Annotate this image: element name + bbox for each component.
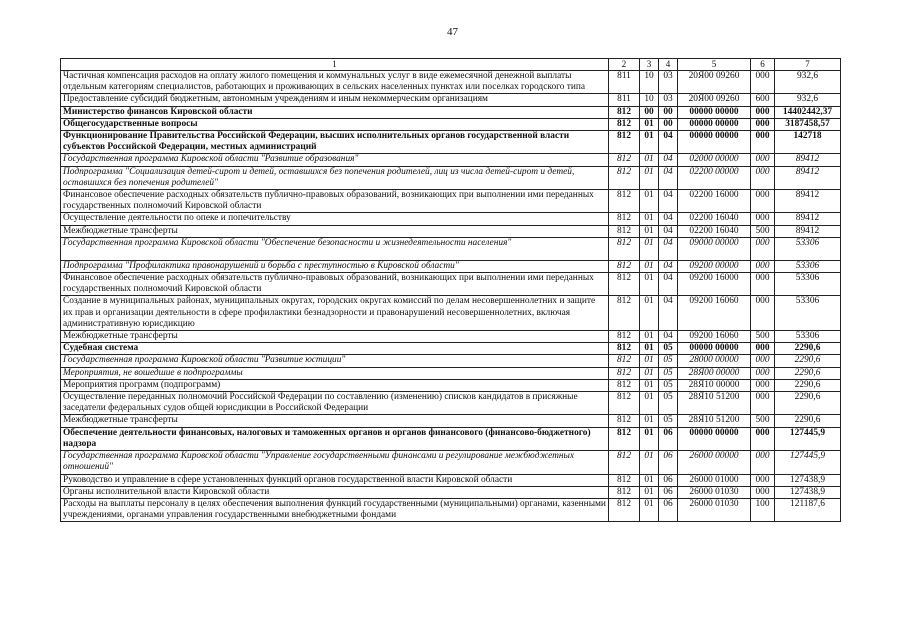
expense-type-cell: 000 (751, 273, 775, 296)
amount-cell: 2290,6 (775, 379, 841, 391)
column-header: 3 (640, 59, 659, 71)
row-name-cell: Финансовое обеспечение расходных обязательств публично-правовых образований, возникающих при выполнении ими переданных государственных полномочий Кировской области (61, 190, 609, 213)
amount-cell: 89412 (775, 154, 841, 166)
table-row (61, 379, 841, 391)
row-name-cell: Межбюджетные трансферты (61, 225, 609, 237)
amount-cell: 53306 (775, 331, 841, 343)
target-article-cell: 28000 00000 (678, 355, 751, 367)
amount-cell: 2290,6 (775, 343, 841, 355)
subsection-code-cell: 04 (659, 154, 678, 166)
target-article-cell: 02200 00000 (678, 166, 751, 189)
target-article-cell: 09200 16060 (678, 296, 751, 331)
subsection-code-cell: 05 (659, 392, 678, 415)
expense-type-cell: 000 (751, 451, 775, 474)
subsection-code-cell: 04 (659, 296, 678, 331)
section-code-cell: 01 (640, 237, 659, 260)
amount-cell: 89412 (775, 213, 841, 225)
amount-cell: 932,6 (775, 94, 841, 106)
row-name-cell: Подпрограмма "Социализация детей-сирот и детей, оставшихся без попечения родителей, лиц из числа детей-сирот и детей, оставшихся без попечения родителей" (61, 166, 609, 189)
target-article-cell: 00000 00000 (678, 118, 751, 130)
ministry-code-cell: 812 (609, 273, 640, 296)
table-row (61, 451, 841, 474)
table-row (61, 392, 841, 415)
amount-cell: 2290,6 (775, 415, 841, 427)
amount-cell: 89412 (775, 190, 841, 213)
amount-cell: 127445,9 (775, 427, 841, 450)
expense-type-cell: 000 (751, 213, 775, 225)
ministry-code-cell: 812 (609, 213, 640, 225)
section-code-cell: 01 (640, 379, 659, 391)
ministry-code-cell: 812 (609, 260, 640, 272)
target-article-cell: 09000 00000 (678, 237, 751, 260)
section-code-cell: 01 (640, 190, 659, 213)
subsection-code-cell: 04 (659, 273, 678, 296)
target-article-cell: 02200 16040 (678, 225, 751, 237)
row-name-cell: Мероприятия, не вошедшие в подпрограммы (61, 367, 609, 379)
row-name-cell: Органы исполнительной власти Кировской области (61, 486, 609, 498)
target-article-cell: 09200 00000 (678, 260, 751, 272)
amount-cell: 3187458,57 (775, 118, 841, 130)
section-code-cell: 01 (640, 331, 659, 343)
amount-cell: 53306 (775, 296, 841, 331)
ministry-code-cell: 812 (609, 451, 640, 474)
row-name-cell: Государственная программа Кировской области "Развитие юстиции" (61, 355, 609, 367)
ministry-code-cell: 812 (609, 343, 640, 355)
table-row (61, 498, 841, 521)
table-row (61, 331, 841, 343)
amount-cell: 127438,9 (775, 474, 841, 486)
row-name-cell: Расходы на выплаты персоналу в целях обеспечения выполнения функций государственными (муниципальными) органами, казенными учреждениями, органами управления государственными внебюджетными фондами (61, 498, 609, 521)
target-article-cell: 26000 01030 (678, 498, 751, 521)
row-name-cell: Общегосударственные вопросы (61, 118, 609, 130)
section-code-cell: 01 (640, 166, 659, 189)
section-code-cell: 00 (640, 106, 659, 118)
row-name-cell: Государственная программа Кировской области "Управление государственными финансами и регулирование межбюджетных отношений" (61, 451, 609, 474)
section-code-cell: 01 (640, 367, 659, 379)
column-header: 6 (751, 59, 775, 71)
ministry-code-cell: 812 (609, 427, 640, 450)
expense-type-cell: 000 (751, 343, 775, 355)
section-code-cell: 01 (640, 154, 659, 166)
expense-type-cell: 000 (751, 154, 775, 166)
ministry-code-cell: 812 (609, 106, 640, 118)
amount-cell: 121187,6 (775, 498, 841, 521)
subsection-code-cell: 06 (659, 474, 678, 486)
table-row (61, 427, 841, 450)
table-row (61, 94, 841, 106)
expense-type-cell: 000 (751, 367, 775, 379)
subsection-code-cell: 04 (659, 213, 678, 225)
budget-table (60, 58, 841, 522)
subsection-code-cell: 06 (659, 486, 678, 498)
ministry-code-cell: 812 (609, 154, 640, 166)
section-code-cell: 01 (640, 474, 659, 486)
ministry-code-cell: 812 (609, 296, 640, 331)
row-name-cell: Осуществление переданных полномочий Российской Федерации по составлению (изменению) списков кандидатов в присяжные заседатели федеральных судов общей юрисдикции в Российской Федерации (61, 392, 609, 415)
row-name-cell: Межбюджетные трансферты (61, 331, 609, 343)
amount-cell: 53306 (775, 260, 841, 272)
column-header: 2 (609, 59, 640, 71)
section-code-cell: 01 (640, 273, 659, 296)
target-article-cell: 00000 00000 (678, 106, 751, 118)
expense-type-cell: 000 (751, 260, 775, 272)
section-code-cell: 01 (640, 451, 659, 474)
expense-type-cell: 000 (751, 166, 775, 189)
ministry-code-cell: 812 (609, 367, 640, 379)
target-article-cell: 26000 01000 (678, 474, 751, 486)
column-header: 5 (678, 59, 751, 71)
table-row (61, 367, 841, 379)
row-name-cell: Межбюджетные трансферты (61, 415, 609, 427)
table-row (61, 486, 841, 498)
subsection-code-cell: 04 (659, 190, 678, 213)
section-code-cell: 01 (640, 225, 659, 237)
table-row (61, 260, 841, 272)
expense-type-cell: 000 (751, 355, 775, 367)
subsection-code-cell: 04 (659, 260, 678, 272)
table-row (61, 225, 841, 237)
table-row (61, 237, 841, 260)
table-row (61, 355, 841, 367)
amount-cell: 53306 (775, 273, 841, 296)
section-code-cell: 01 (640, 296, 659, 331)
amount-cell: 2290,6 (775, 367, 841, 379)
amount-cell: 932,6 (775, 71, 841, 94)
subsection-code-cell: 06 (659, 427, 678, 450)
subsection-code-cell: 05 (659, 367, 678, 379)
subsection-code-cell: 04 (659, 237, 678, 260)
page-number: 47 (447, 26, 458, 38)
ministry-code-cell: 812 (609, 237, 640, 260)
table-row (61, 190, 841, 213)
target-article-cell: 00000 00000 (678, 131, 751, 154)
expense-type-cell: 100 (751, 498, 775, 521)
header-row (61, 59, 841, 71)
table-row (61, 131, 841, 154)
table-row (61, 118, 841, 130)
subsection-code-cell: 03 (659, 94, 678, 106)
ministry-code-cell: 811 (609, 71, 640, 94)
target-article-cell: 09200 16000 (678, 273, 751, 296)
row-name-cell: Обеспечение деятельности финансовых, налоговых и таможенных органов и органов финансового (финансово-бюджетного) надзора (61, 427, 609, 450)
expense-type-cell: 500 (751, 331, 775, 343)
subsection-code-cell: 03 (659, 71, 678, 94)
expense-type-cell: 000 (751, 379, 775, 391)
expense-type-cell: 000 (751, 131, 775, 154)
expense-type-cell: 000 (751, 296, 775, 331)
expense-type-cell: 600 (751, 94, 775, 106)
section-code-cell: 10 (640, 71, 659, 94)
expense-type-cell: 000 (751, 118, 775, 130)
expense-type-cell: 000 (751, 474, 775, 486)
section-code-cell: 01 (640, 392, 659, 415)
subsection-code-cell: 05 (659, 343, 678, 355)
ministry-code-cell: 812 (609, 190, 640, 213)
row-name-cell: Частичная компенсация расходов на оплату жилого помещения и коммунальных услуг в виде ежемесячной денежной выплаты отдельным категориям специалистов, работающих и проживающих в сельских населенных пунктах или поселках городского типа (61, 71, 609, 94)
subsection-code-cell: 04 (659, 225, 678, 237)
table-row (61, 166, 841, 189)
expense-type-cell: 000 (751, 190, 775, 213)
row-name-cell: Государственная программа Кировской области "Обеспечение безопасности и жизнедеятельности населения" (61, 237, 609, 260)
expense-type-cell: 500 (751, 415, 775, 427)
subsection-code-cell: 06 (659, 498, 678, 521)
target-article-cell: 02200 16040 (678, 213, 751, 225)
table-row (61, 213, 841, 225)
ministry-code-cell: 812 (609, 415, 640, 427)
table-row (61, 296, 841, 331)
expense-type-cell: 000 (751, 106, 775, 118)
ministry-code-cell: 811 (609, 94, 640, 106)
target-article-cell: 28Я00 00000 (678, 367, 751, 379)
row-name-cell: Функционирование Правительства Российской Федерации, высших исполнительных органов государственной власти субъектов Российской Федерации, местных администраций (61, 131, 609, 154)
ministry-code-cell: 812 (609, 474, 640, 486)
target-article-cell: 00000 00000 (678, 427, 751, 450)
target-article-cell: 28Я10 00000 (678, 379, 751, 391)
section-code-cell: 10 (640, 94, 659, 106)
table-row (61, 71, 841, 94)
section-code-cell: 01 (640, 131, 659, 154)
expense-type-cell: 500 (751, 225, 775, 237)
section-code-cell: 01 (640, 343, 659, 355)
ministry-code-cell: 812 (609, 118, 640, 130)
subsection-code-cell: 06 (659, 451, 678, 474)
table-row (61, 415, 841, 427)
row-name-cell: Создание в муниципальных районах, муниципальных округах, городских округах комиссий по делам несовершеннолетних и защите их прав и организации деятельности в сфере профилактики безнадзорности и правонарушений несовершеннолетних, включая административную юрисдикцию (61, 296, 609, 331)
ministry-code-cell: 812 (609, 355, 640, 367)
row-name-cell: Государственная программа Кировской области "Развитие образования" (61, 154, 609, 166)
row-name-cell: Предоставление субсидий бюджетным, автономным учреждениям и иным некоммерческим организациям (61, 94, 609, 106)
section-code-cell: 01 (640, 498, 659, 521)
target-article-cell: 28Я10 51200 (678, 415, 751, 427)
section-code-cell: 01 (640, 415, 659, 427)
expense-type-cell: 000 (751, 486, 775, 498)
target-article-cell: 00000 00000 (678, 343, 751, 355)
expense-type-cell: 000 (751, 237, 775, 260)
amount-cell: 127445,9 (775, 451, 841, 474)
ministry-code-cell: 812 (609, 486, 640, 498)
section-code-cell: 01 (640, 355, 659, 367)
table-row (61, 343, 841, 355)
amount-cell: 89412 (775, 166, 841, 189)
section-code-cell: 01 (640, 260, 659, 272)
table-row (61, 154, 841, 166)
ministry-code-cell: 812 (609, 131, 640, 154)
ministry-code-cell: 812 (609, 331, 640, 343)
amount-cell: 142718 (775, 131, 841, 154)
target-article-cell: 26000 01030 (678, 486, 751, 498)
column-header: 4 (659, 59, 678, 71)
row-name-cell: Министерство финансов Кировской области (61, 106, 609, 118)
target-article-cell: 20Я00 09260 (678, 71, 751, 94)
target-article-cell: 26000 00000 (678, 451, 751, 474)
subsection-code-cell: 05 (659, 355, 678, 367)
row-name-cell: Руководство и управление в сфере установленных функций органов государственной власти Кировской области (61, 474, 609, 486)
target-article-cell: 20Я00 09260 (678, 94, 751, 106)
expense-type-cell: 000 (751, 427, 775, 450)
target-article-cell: 02200 16000 (678, 190, 751, 213)
row-name-cell: Финансовое обеспечение расходных обязательств публично-правовых образований, возникающих при выполнении ими переданных государственных полномочий Кировской области (61, 273, 609, 296)
section-code-cell: 01 (640, 213, 659, 225)
amount-cell: 53306 (775, 237, 841, 260)
subsection-code-cell: 00 (659, 118, 678, 130)
ministry-code-cell: 812 (609, 498, 640, 521)
table-row (61, 273, 841, 296)
table-row (61, 474, 841, 486)
section-code-cell: 01 (640, 486, 659, 498)
expense-type-cell: 000 (751, 392, 775, 415)
expense-type-cell: 000 (751, 71, 775, 94)
subsection-code-cell: 00 (659, 106, 678, 118)
target-article-cell: 09200 16060 (678, 331, 751, 343)
row-name-cell: Осуществление деятельности по опеке и попечительству (61, 213, 609, 225)
amount-cell: 127438,9 (775, 486, 841, 498)
amount-cell: 2290,6 (775, 355, 841, 367)
section-code-cell: 01 (640, 427, 659, 450)
subsection-code-cell: 05 (659, 415, 678, 427)
subsection-code-cell: 05 (659, 379, 678, 391)
amount-cell: 89412 (775, 225, 841, 237)
row-name-cell: Мероприятия программ (подпрограмм) (61, 379, 609, 391)
amount-cell: 14402442,37 (775, 106, 841, 118)
subsection-code-cell: 04 (659, 166, 678, 189)
ministry-code-cell: 812 (609, 392, 640, 415)
row-name-cell: Подпрограмма "Профилактика правонарушений и борьба с преступностью в Кировской области" (61, 260, 609, 272)
target-article-cell: 28Я10 51200 (678, 392, 751, 415)
ministry-code-cell: 812 (609, 379, 640, 391)
row-name-cell: Судебная система (61, 343, 609, 355)
amount-cell: 2290,6 (775, 392, 841, 415)
table-row (61, 106, 841, 118)
column-header: 1 (61, 59, 609, 71)
subsection-code-cell: 04 (659, 131, 678, 154)
target-article-cell: 02000 00000 (678, 154, 751, 166)
section-code-cell: 01 (640, 118, 659, 130)
column-header: 7 (775, 59, 841, 71)
ministry-code-cell: 812 (609, 225, 640, 237)
ministry-code-cell: 812 (609, 166, 640, 189)
subsection-code-cell: 04 (659, 331, 678, 343)
